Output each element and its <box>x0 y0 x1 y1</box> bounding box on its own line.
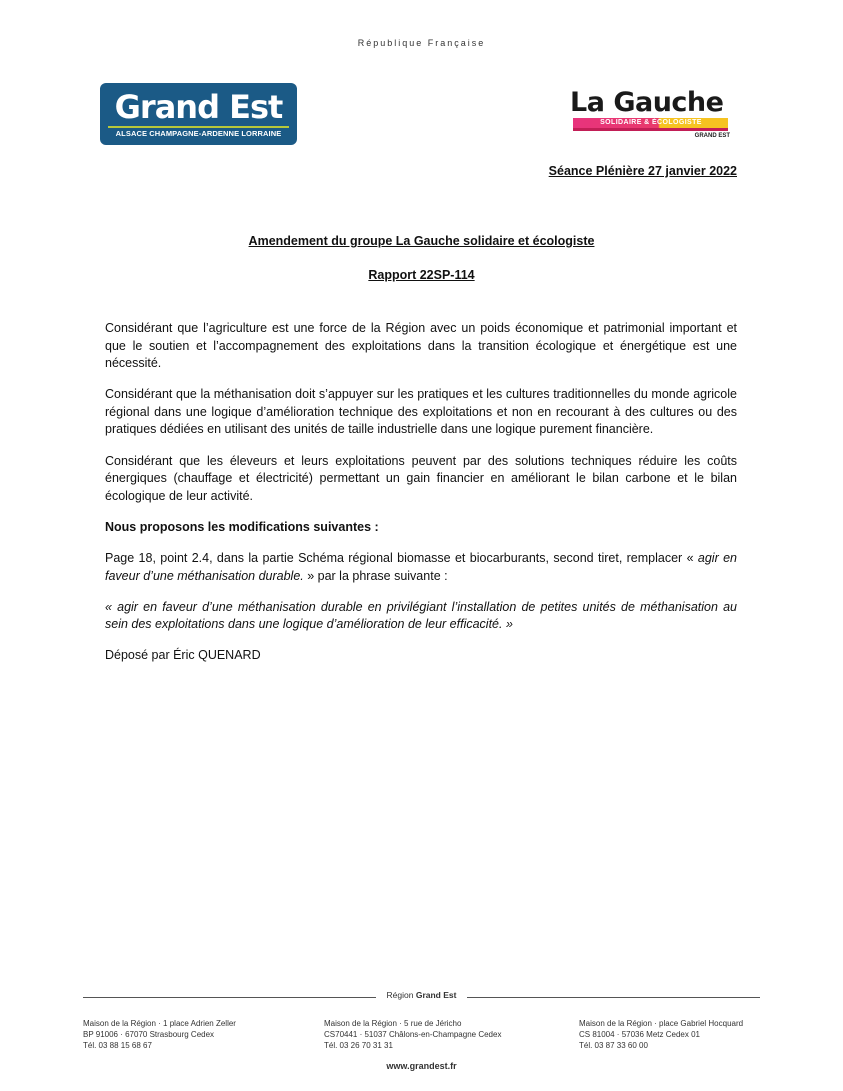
paragraph-2: Considérant que la méthanisation doit s’appuyer sur les pratiques et les cultures traditionnelles du monde agricole régional dans une logique d’amélioration technique des exploitations et non en recourant à des cultures ou des pratiques dédiées en utilisant des unités de taille industrielle dans une logique purement financière. <box>105 387 737 437</box>
document-body <box>105 320 737 678</box>
footer-region-name: Grand Est <box>415 990 457 1000</box>
la-gauche-logo <box>570 88 730 143</box>
grand-est-logo <box>100 83 297 145</box>
grand-est-logo-name: Grand Est <box>114 88 283 126</box>
footer-address-chalons <box>324 1018 524 1051</box>
footer-address-metz <box>579 1018 779 1051</box>
grand-est-logo-accent-bar <box>108 126 289 128</box>
address-line: BP 91006 · 67070 Strasbourg Cedex <box>83 1030 215 1039</box>
address-line: CS 81004 · 57036 Metz Cedex 01 <box>579 1030 700 1039</box>
amendment-text-end: » par la phrase suivante : <box>303 568 448 583</box>
amendment-text-start: Page 18, point 2.4, dans la partie Schéma régional biomasse et biocarburants, second tiret, remplacer « <box>105 550 698 565</box>
rapport-number: Rapport 22SP-114 <box>368 268 475 282</box>
address-phone: Tél. 03 88 15 68 67 <box>83 1041 152 1050</box>
replacement-phrase: « agir en faveur d’une méthanisation durable en privilégiant l’installation de petites unités de méthanisation au sein des exploitations dans une logique d’amélioration de leur efficacité. » <box>105 599 737 632</box>
la-gauche-logo-name: La Gauche <box>570 87 724 118</box>
address-phone: Tél. 03 26 70 31 31 <box>324 1041 393 1050</box>
footer-divider-right <box>467 997 760 998</box>
footer-region-label <box>376 990 467 1000</box>
amendment-quoted-text: agir en faveur d’une méthanisation durable. <box>105 550 737 583</box>
footer-address-strasbourg <box>83 1018 283 1051</box>
address-line: Maison de la Région · 1 place Adrien Zeller <box>83 1019 236 1028</box>
address-line: Maison de la Région · place Gabriel Hocquard <box>579 1019 744 1028</box>
signature: Déposé par Éric QUENARD <box>105 648 261 663</box>
paragraph-amendment <box>105 550 737 585</box>
proposal-heading: Nous proposons les modifications suivantes : <box>105 519 379 534</box>
seance-date: Séance Plénière 27 janvier 2022 <box>548 164 737 178</box>
footer-divider-left <box>83 997 376 998</box>
address-line: CS70441 · 51037 Châlons-en-Champagne Cedex <box>324 1030 502 1039</box>
la-gauche-logo-region: GRAND EST <box>694 133 730 139</box>
paragraph-3: Considérant que les éleveurs et leurs exploitations peuvent par des solutions techniques réduire les coûts énergiques (chauffage et électricité) permettant un gain financier en améliorant le bilan carbone et le bilan écologique de leur activité. <box>105 453 737 503</box>
footer-region-prefix: Région <box>386 990 416 1000</box>
la-gauche-logo-tagline: SOLIDAIRE & ÉCOLOGISTE <box>600 119 702 126</box>
paragraph-1: Considérant que l’agriculture est une force de la Région avec un poids économique et patrimonial important et que le soutien et l’accompagnement des exploitations dans la transition écologique et énergétique est une nécessité. <box>105 321 737 371</box>
address-phone: Tél. 03 87 33 60 00 <box>579 1041 648 1050</box>
grand-est-logo-subtitle: ALSACE CHAMPAGNE-ARDENNE LORRAINE <box>115 129 282 138</box>
document-title: Amendement du groupe La Gauche solidaire et écologiste <box>248 234 595 248</box>
la-gauche-logo-underband <box>573 128 728 131</box>
address-line: Maison de la Région · 5 rue de Jéricho <box>324 1019 462 1028</box>
republique-francaise-header: République Française <box>357 38 486 48</box>
website-link[interactable]: www.grandest.fr <box>386 1061 457 1071</box>
